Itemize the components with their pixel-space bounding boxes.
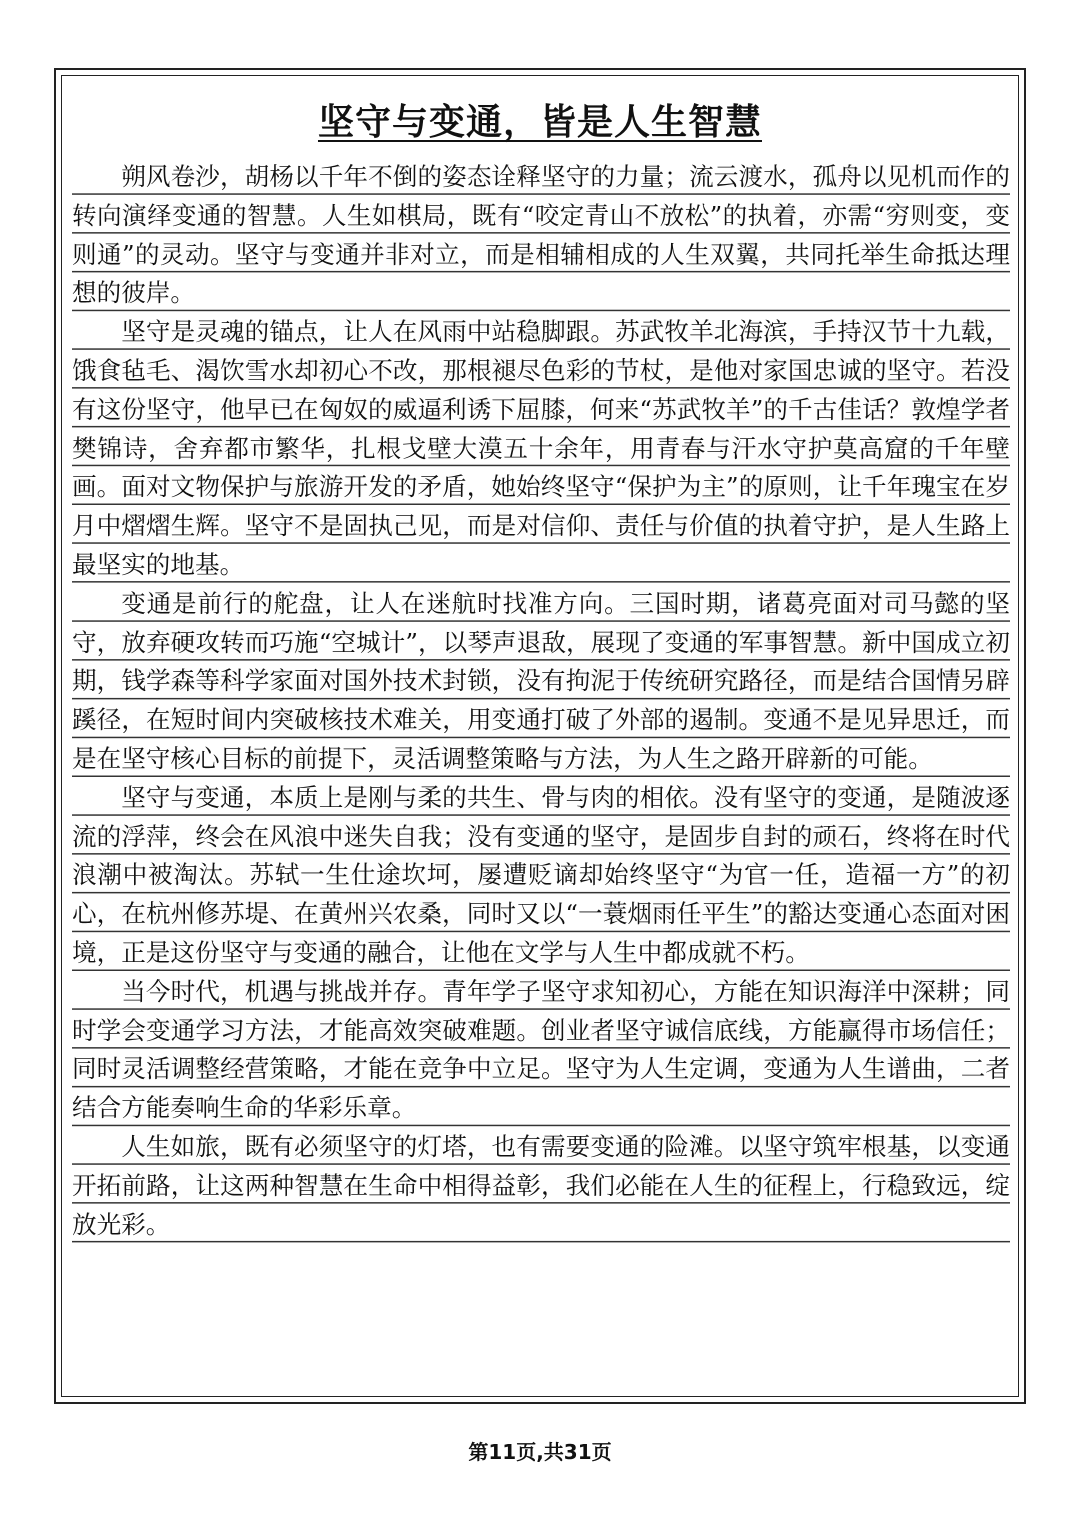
page-number: 第11页,共31页 xyxy=(468,1440,612,1464)
essay-body xyxy=(72,158,1010,1244)
paragraph-6: 人生如旅，既有必须坚守的灯塔，也有需要变通的险滩。以坚守筑牢根基，以变通开拓前路，让这两种智慧在生命中相得益彰，我们必能在人生的征程上，行稳致远，绽放光彩。 xyxy=(72,1128,1010,1244)
inner-border xyxy=(61,75,1019,1397)
page-border xyxy=(54,68,1026,1404)
essay-title xyxy=(62,94,1018,145)
paragraph-1: 朔风卷沙，胡杨以千年不倒的姿态诠释坚守的力量；流云渡水，孤舟以见机而作的转向演绎变通的智慧。人生如棋局，既有“咬定青山不放松”的执着，亦需“穷则变，变则通”的灵动。坚守与变通并非对立，而是相辅相成的人生双翼，共同托举生命抵达理想的彼岸。 xyxy=(72,158,1010,313)
paragraph-4: 坚守与变通，本质上是刚与柔的共生、骨与肉的相依。没有坚守的变通，是随波逐流的浮萍，终会在风浪中迷失自我；没有变通的坚守，是固步自封的顽石，终将在时代浪潮中被淘汰。苏轼一生仕途坎坷，屡遭贬谪却始终坚守“为官一任，造福一方”的初心，在杭州修苏堤、在黄州兴农桑，同时又以“一蓑烟雨任平生”的豁达变通心态面对困境，正是这份坚守与变通的融合，让他在文学与人生中都成就不朽。 xyxy=(72,779,1010,973)
paragraph-2: 坚守是灵魂的锚点，让人在风雨中站稳脚跟。苏武牧羊北海滨，手持汉节十九载，饿食毡毛、渴饮雪水却初心不改，那根褪尽色彩的节杖，是他对家国忠诚的坚守。若没有这份坚守，他早已在匈奴的威逼利诱下屈膝，何来“苏武牧羊”的千古佳话？敦煌学者樊锦诗，舍弃都市繁华，扎根戈壁大漠五十余年，用青春与汗水守护莫高窟的千年壁画。面对文物保护与旅游开发的矛盾，她始终坚守“保护为主”的原则，让千年瑰宝在岁月中熠熠生辉。坚守不是固执己见，而是对信仰、责任与价值的执着守护，是人生路上最坚实的地基。 xyxy=(72,313,1010,585)
paragraph-3: 变通是前行的舵盘，让人在迷航时找准方向。三国时期，诸葛亮面对司马懿的坚守，放弃硬攻转而巧施“空城计”，以琴声退敌，展现了变通的军事智慧。新中国成立初期，钱学森等科学家面对国外技术封锁，没有拘泥于传统研究路径，而是结合国情另辟蹊径，在短时间内突破核技术难关，用变通打破了外部的遏制。变通不是见异思迁，而是在坚守核心目标的前提下，灵活调整策略与方法，为人生之路开辟新的可能。 xyxy=(72,585,1010,779)
essay-title-text: 坚守与变通，皆是人生智慧 xyxy=(317,102,762,143)
paragraph-5: 当今时代，机遇与挑战并存。青年学子坚守求知初心，方能在知识海洋中深耕；同时学会变通学习方法，才能高效突破难题。创业者坚守诚信底线，方能赢得市场信任；同时灵活调整经营策略，才能在竞争中立足。坚守为人生定调，变通为人生谱曲，二者结合方能奏响生命的华彩乐章。 xyxy=(72,973,1010,1128)
